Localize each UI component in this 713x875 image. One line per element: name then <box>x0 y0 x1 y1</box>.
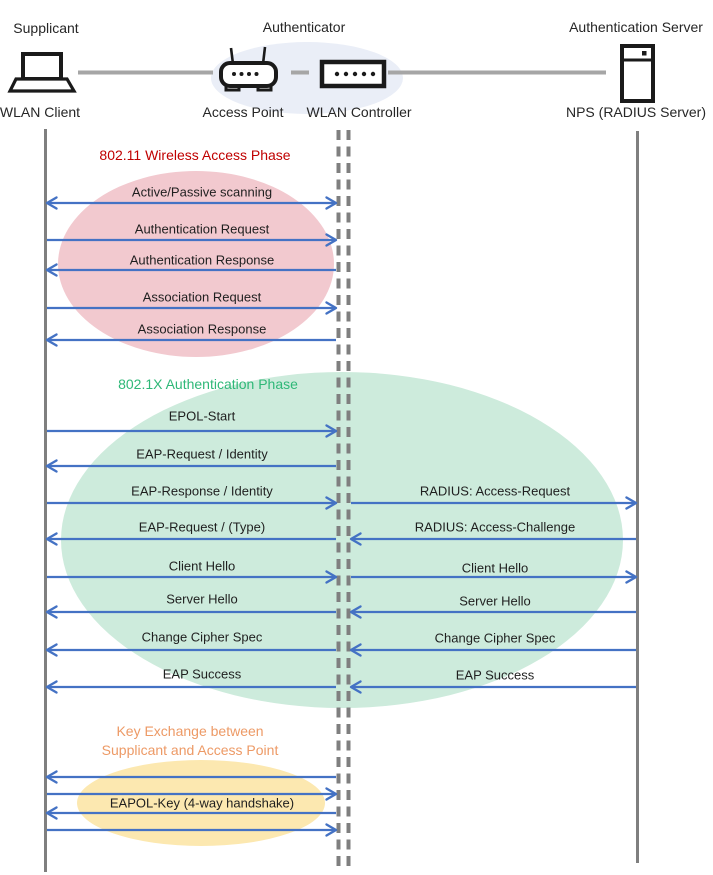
access-point-caption: Access Point <box>202 104 284 120</box>
message-label: Change Cipher Spec <box>141 629 263 645</box>
message-label: EAP-Response / Identity <box>131 483 273 499</box>
laptop-icon <box>10 54 74 91</box>
message-label: Association Response <box>137 321 267 337</box>
message-label: Server Hello <box>459 593 531 609</box>
message-label: EAP-Request / (Type) <box>138 519 266 535</box>
supplicant-role-label: Supplicant <box>13 20 79 36</box>
message-label: Server Hello <box>166 591 238 607</box>
authenticator-role-label: Authenticator <box>262 19 346 35</box>
message-label: EAP Success <box>455 667 535 683</box>
auth-server-role-label: Authentication Server <box>569 19 703 35</box>
nps-server-caption: NPS (RADIUS Server) <box>565 104 707 120</box>
message-label: RADIUS: Access-Challenge <box>414 519 576 535</box>
message-label: EPOL-Start <box>168 408 236 424</box>
wlan-controller-icon <box>322 62 384 86</box>
message-label: Active/Passive scanning <box>131 184 273 200</box>
phase1-title: 802.11 Wireless Access Phase <box>99 147 291 163</box>
phase3-title-line1: Key Exchange between <box>116 723 264 739</box>
server-icon <box>622 46 653 101</box>
message-label: Authentication Request <box>134 221 270 237</box>
message-label: RADIUS: Access-Request <box>419 483 571 499</box>
message-label: EAP Success <box>162 666 242 682</box>
wlan-client-caption: WLAN Client <box>0 104 81 120</box>
phase3-title-line2: Supplicant and Access Point <box>101 742 279 758</box>
phase2-title: 802.1X Authentication Phase <box>118 376 298 392</box>
phase3-ellipse <box>77 760 325 846</box>
message-label: Client Hello <box>168 558 236 574</box>
message-label: EAPOL-Key (4-way handshake) <box>109 795 295 811</box>
message-label: Association Request <box>142 289 262 305</box>
message-label: Change Cipher Spec <box>434 630 556 646</box>
message-label: EAP-Request / Identity <box>136 446 268 462</box>
message-label: Client Hello <box>461 560 529 576</box>
wlan-controller-caption: WLAN Controller <box>306 104 412 120</box>
phase1-ellipse <box>58 171 334 357</box>
message-label: Authentication Response <box>129 252 275 268</box>
